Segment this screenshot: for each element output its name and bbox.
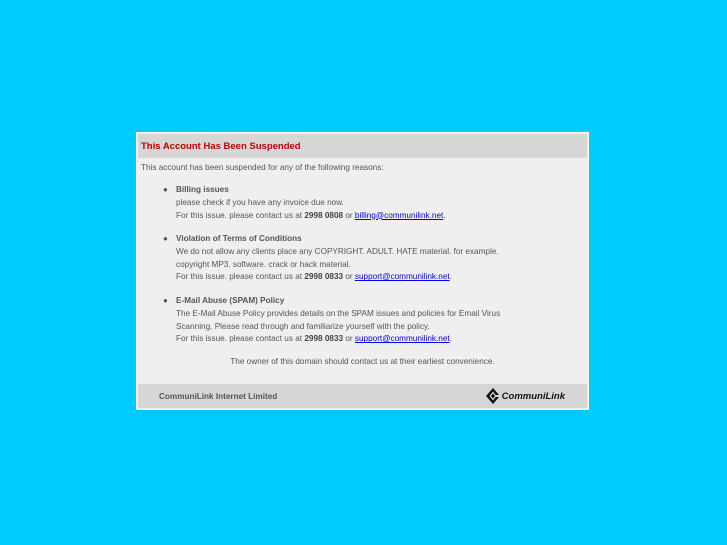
- reason-title: E-Mail Abuse (SPAM) Policy: [176, 296, 285, 305]
- reason-body: [176, 184, 566, 222]
- contact-phone: 2998 0808: [304, 210, 344, 220]
- reason-text-line: Scanning. Please read through and familiarize yourself with the policy.: [176, 321, 430, 331]
- reason-body: [176, 233, 566, 284]
- contact-suffix: .: [449, 334, 452, 344]
- contact-phone: 2998 0833: [304, 272, 344, 282]
- reason-contact-line: [176, 333, 566, 346]
- bullet-icon: ●: [163, 234, 168, 243]
- billing-email-link[interactable]: billing@communilink.net: [354, 210, 444, 220]
- reason-text-line: copyright MP3. software. crack or hack material.: [176, 259, 351, 269]
- contact-prefix: For this issue. please contact us at: [176, 334, 305, 344]
- communilink-logo: [486, 388, 565, 404]
- reason-contact-line: [176, 271, 566, 284]
- bullet-icon: ●: [163, 296, 168, 305]
- contact-prefix: For this issue. please contact us at: [176, 210, 305, 220]
- reason-title: Billing issues: [176, 185, 229, 194]
- reason-text-line: The E-Mail Abuse Policy provides details on the SPAM issues and policies for Email Virus: [176, 308, 501, 318]
- support-email-link[interactable]: support@communilink.net: [354, 272, 450, 282]
- closing-text: The owner of this domain should contact us at their earliest convenience.: [230, 357, 495, 366]
- reason-contact-line: [176, 210, 566, 223]
- contact-phone: 2998 0833: [304, 334, 344, 344]
- contact-or: or: [343, 334, 355, 344]
- communilink-logo-icon: [486, 388, 500, 404]
- contact-suffix: .: [443, 210, 446, 220]
- reason-text-line: We do not allow any clients place any COPYRIGHT. ADULT. HATE material. for example.: [176, 246, 499, 256]
- reason-body: [176, 295, 566, 346]
- suspension-notice-panel: [136, 132, 589, 410]
- contact-suffix: .: [449, 272, 452, 282]
- bullet-icon: ●: [163, 185, 168, 194]
- logo-wordmark: CommuniLink: [501, 390, 565, 402]
- notice-header: [138, 134, 587, 158]
- contact-prefix: For this issue. please contact us at: [176, 272, 305, 282]
- contact-or: or: [343, 272, 355, 282]
- company-name: CommuniLink Internet Limited: [159, 392, 278, 401]
- reason-text-line: please check if you have any invoice due now.: [176, 197, 344, 207]
- contact-or: or: [343, 210, 355, 220]
- notice-footer: [138, 384, 587, 408]
- page-title: This Account Has Been Suspended: [141, 141, 301, 152]
- support-email-link[interactable]: support@communilink.net: [354, 334, 450, 344]
- reason-title: Violation of Terms of Conditions: [176, 234, 302, 243]
- intro-text: This account has been suspended for any of the following reasons:: [141, 163, 384, 172]
